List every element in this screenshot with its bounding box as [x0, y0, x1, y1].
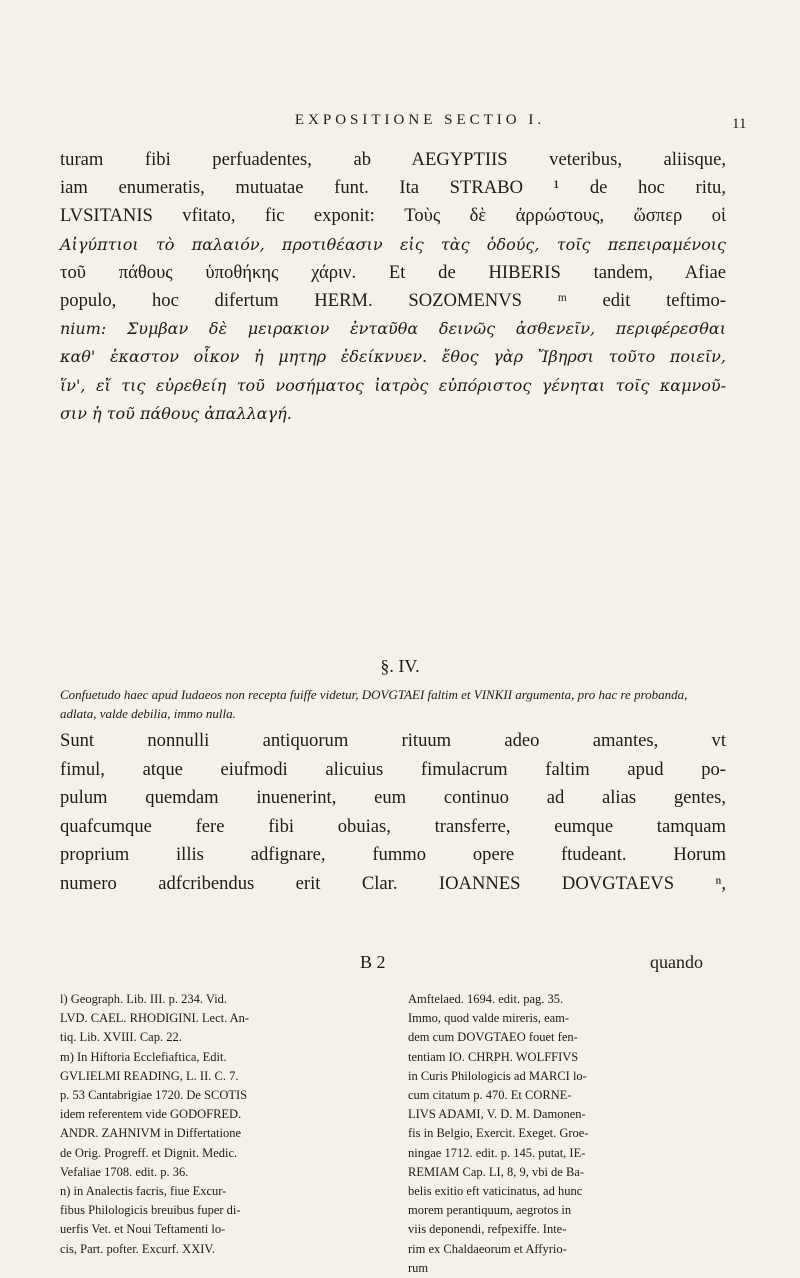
- footnote-line: idem referentem vide GODOFRED.: [60, 1107, 242, 1122]
- footnote-line: viis deponendi, refpexiffe. Inte-: [408, 1222, 567, 1237]
- greek-text-line: καθ' ἑκαστον οἶκον ἡ μητηρ ἐδείκνυεν. ἔθος γὰρ Ἴβηρσι τοῦτο ποιεῖν,: [60, 347, 726, 367]
- text-line: quafcumque fere fibi obuias, transferre, eumque tamquam: [60, 815, 726, 837]
- footnote-line: fibus Philologicis breuibus fuper di-: [60, 1203, 241, 1218]
- footnote-line: belis exitio eft vaticinatus, ad hunc: [408, 1184, 583, 1199]
- footnote-line: dem cum DOVGTAEO fouet fen-: [408, 1030, 578, 1045]
- footnotes-left-column: [60, 990, 378, 1259]
- footnote-line: m) In Hiftoria Ecclefiaftica, Edit.: [60, 1049, 227, 1064]
- footnote-line: ningae 1712. edit. p. 145. putat, IE-: [408, 1145, 586, 1160]
- footnote-line: Amftelaed. 1694. edit. pag. 35.: [408, 992, 564, 1006]
- section-summary: Confuetudo haec apud Iudaeos non recepta fuiffe videtur, DOVGTAEI faltim et VINKII argumenta, pro hac re probanda, adlata, valde debilia, immo nulla.: [60, 687, 688, 721]
- greek-text-line: ἵν', εἴ τις εὐρεθείη τοῦ νοσήματος ἰατρὸς εὐπόριστος γένηται τοῖς καμνοῦ-: [60, 375, 726, 395]
- text-line: populo, hoc difertum HERM. SOZOMENVS ᵐ edit teftimo-: [60, 290, 726, 312]
- footnote-line: cis, Part. pofter. Excurf. XXIV.: [60, 1241, 215, 1256]
- text-line: LVSITANIS vfitato, fic exponit: Τοὺς δὲ ἀρρώστους, ὥσπερ οἱ: [60, 205, 726, 227]
- footnote-line: in Curis Philologicis ad MARCI lo-: [408, 1068, 587, 1083]
- footnote-line: p. 53 Cantabrigiae 1720. De SCOTIS: [60, 1088, 248, 1103]
- page-number: 11: [732, 116, 747, 132]
- text-line: fimul, atque eiufmodi alicuius fimulacrum faltim apud po-: [60, 758, 726, 780]
- catchword: quando: [650, 952, 703, 972]
- footnote-line: cum citatum p. 470. Et CORNE-: [408, 1088, 572, 1103]
- second-text-block: [60, 727, 726, 899]
- footnote-line: tiq. Lib. XVIII. Cap. 22.: [60, 1030, 182, 1045]
- footnote-line: Immo, quod valde mireris, eam-: [408, 1011, 570, 1026]
- greek-text-line: σιν ἡ τοῦ πάθους ἀπαλλαγή.: [60, 403, 292, 423]
- text-line: Sunt nonnulli antiquorum rituum adeo amantes, vt: [60, 730, 726, 751]
- text-line: turam fibi perfuadentes, ab AEGYPTIIS veteribus, aliisque,: [60, 149, 726, 170]
- footnote-line: rim ex Chaldaeorum et Affyrio-: [408, 1241, 567, 1256]
- greek-text-line: nium: Συμβαν δὲ μειρακιον ἐνταῦθα δεινῶς ἀσθενεῖν, περιφέρεσθαι: [60, 319, 726, 339]
- main-text-block: [60, 146, 726, 428]
- footnote-line: tentiam IO. CHRPH. WOLFFIVS: [408, 1049, 579, 1064]
- text-line: pulum quemdam inuenerint, eum continuo ad alias gentes,: [60, 787, 726, 809]
- footnote-line: uerfis Vet. et Noui Teftamenti lo-: [60, 1222, 226, 1237]
- text-line: iam enumeratis, mutuatae funt. Ita STRABO ¹ de hoc ritu,: [60, 177, 726, 199]
- text-line: proprium illis adfignare, fummo opere ftudeant. Horum: [60, 844, 726, 866]
- footnote-line: LIVS ADAMI, V. D. M. Damonen-: [408, 1107, 586, 1122]
- footnote-line: fis in Belgio, Exercit. Exeget. Groe-: [408, 1126, 589, 1141]
- signature-mark: B 2: [360, 952, 386, 972]
- footnote-line: REMIAM Cap. LI, 8, 9, vbi de Ba-: [408, 1164, 585, 1179]
- footnote-line: LVD. CAEL. RHODIGINI. Lect. An-: [60, 1011, 250, 1026]
- footnote-line: GVLIELMI READING, L. II. C. 7.: [60, 1068, 239, 1083]
- footnotes-right-column: [408, 990, 726, 1278]
- greek-text-line: Αἰγύπτιοι τὸ παλαιόν, προτιθέασιν εἰς τὰς ὁδούς, τοῖς πεπειραμένοις: [60, 234, 726, 254]
- running-title: EXPOSITIONE SECTIO I.: [294, 112, 546, 128]
- footnote-line: l) Geograph. Lib. III. p. 234. Vid.: [60, 992, 228, 1006]
- footnote-line: de Orig. Progreff. et Dignit. Medic.: [60, 1145, 238, 1160]
- footnote-line: rum: [408, 1260, 429, 1275]
- section-heading: §. IV.: [380, 656, 420, 676]
- text-line: numero adfcribendus erit Clar. IOANNES DOVGTAEVS ⁿ,: [60, 872, 726, 894]
- footnote-line: n) in Analectis facris, fiue Excur-: [60, 1184, 227, 1199]
- footnote-line: morem perantiquum, aegrotos in: [408, 1203, 572, 1218]
- footnote-line: Vefaliae 1708. edit. p. 36.: [60, 1164, 189, 1179]
- footnote-line: ANDR. ZAHNIVM in Differtatione: [60, 1126, 241, 1141]
- text-line: τοῦ πάθους ὑποθήκης χάριν. Et de HIBERIS tandem, Afiae: [60, 261, 726, 283]
